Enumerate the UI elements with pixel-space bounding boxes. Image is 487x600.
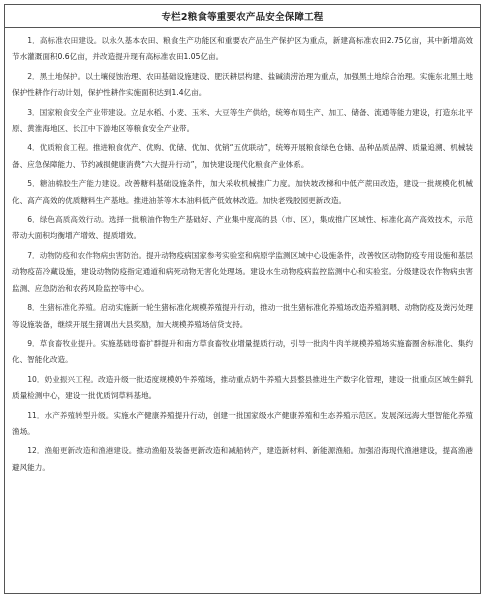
column-box: [4, 4, 481, 594]
column-title-text: 专栏2粮食等重要农产品安全保障工程: [161, 12, 324, 23]
paragraph-body: 选择一批粮油作物生产基础好、产业集中度高的县（市、区），集成推广区域性、标准化高产高效技术，示范带动大面积均衡增产增效、提质增效。: [12, 215, 473, 241]
paragraph-2: [12, 69, 473, 102]
paragraph-1: [12, 33, 473, 66]
paragraph-8: [12, 300, 473, 333]
paragraph-7: [12, 248, 473, 297]
paragraph-body: 以土壤侵蚀治理、农田基础设施建设、肥沃耕层构建、盐碱渍涝治理为重点，加强黑土地综合治理。实施东北黑土地保护性耕作行动计划，保护性耕作实施面积达到1.4亿亩。: [12, 71, 473, 98]
paragraph-body: 改善糖料基础设施条件，加大采收机械推广力度。加快坡改梯和中低产蔗田改造，建设一批规模化机械化、高产高效的优质糖料生产基地。推进油茶等木本油料低产低效林改造。加快老残胶园更新改造。: [12, 179, 473, 205]
paragraph-body: 启动实施新一轮生猪标准化规模养殖提升行动，推动一批生猪标准化养殖场改造养殖洞喂、动物防疫及粪污处理等设施装备，继续开展生猪调出大县奖励，加大规模养殖场信贷支持。: [12, 303, 473, 329]
paragraph-heading: 10．奶业振兴工程。: [27, 374, 99, 384]
paragraph-11: [12, 408, 473, 441]
paragraph-heading: 5．糖油棉胶生产能力建设。: [27, 179, 125, 189]
paragraph-heading: 4．优质粮食工程。: [27, 143, 93, 153]
paragraph-heading: 11．水产养殖转型升级。: [27, 410, 114, 420]
paragraph-heading: 1．高标准农田建设。: [27, 36, 102, 45]
column-title: [5, 5, 480, 28]
paragraph-body: 实施基础母畜扩群提升和南方草食畜牧业增量提质行动，引导一批肉牛肉羊规模养殖场实施畜圈舍标准化、集约化、智能化改造。: [12, 338, 473, 365]
paragraph-5: [12, 176, 473, 209]
paragraph-body: 实施水产健康养殖提升行动，创建一批国家级水产健康养殖和生态养殖示范区。发展深远海大型智能化养殖渔场。: [12, 410, 473, 436]
paragraph-3: [12, 105, 473, 138]
paragraph-heading: 9．草食畜牧业提升。: [27, 338, 101, 348]
paragraph-body: 提升动物疫病国家参考实验室和病原学监测区域中心设施条件，改善牧区动物防疫专用设施和基层动物疫苗冷藏设施，建设动物防疫指定通道和病死动物无害化处理场。建设水生动物疫病监控监测中心和实验室。分级建设农作物病虫害监测、应急防治和农药风险监控等中心。: [12, 250, 473, 293]
paragraph-12: [12, 443, 473, 476]
paragraph-heading: 6．绿色高质高效行动。: [27, 215, 109, 225]
paragraph-heading: 3．国家粮食安全产业带建设。: [27, 107, 131, 117]
paragraph-heading: 12．渔船更新改造和渔港建设。: [27, 446, 137, 456]
paragraph-body: 立足水稻、小麦、玉米、大豆等生产供给，统筹布局生产、加工、储备、流通等能力建设，打造东北平原、黄淮海地区、长江中下游地区等粮食安全产业带。: [12, 107, 473, 134]
paragraph-9: [12, 336, 473, 369]
paragraph-body: 推进粮食优产、优购、优储、优加、优销“五优联动”，统筹开展粮食绿色仓储、品种品质品牌、质量追溯、机械装备、应急保障能力、节约减损健康消费“六大提升行动”，加快建设现代化粮食产业体系。: [12, 143, 473, 169]
paragraph-6: [12, 212, 473, 245]
paragraph-body: 以永久基本农田、粮食生产功能区和重要农产品生产保护区为重点，新建高标准农田2.75亿亩，其中新增高效节水灌溉面积0.6亿亩，并改造提升现有高标准农田1.05亿亩。: [12, 36, 473, 62]
paragraph-10: [12, 372, 473, 405]
paragraph-heading: 8．生猪标准化养殖。: [27, 303, 101, 313]
paragraph-heading: 2．黑土地保护。: [27, 71, 86, 81]
paragraph-4: [12, 140, 473, 173]
paragraph-heading: 7．动物防疫和农作物病虫害防治。: [27, 250, 147, 260]
paragraph-body: 推动渔船及装备更新改造和减船转产，建造新材料、新能源渔船。加强沿海现代渔港建设，提高渔港避风能力。: [12, 446, 473, 472]
paragraph-body: 改造升级一批适度规模奶牛养殖场，推动重点奶牛养殖大县整县推进生产数字化管理，建设一批重点区域生鲜乳质量检测中心，建设一批优质饲草料基地。: [12, 374, 473, 401]
column-content: [5, 28, 480, 476]
